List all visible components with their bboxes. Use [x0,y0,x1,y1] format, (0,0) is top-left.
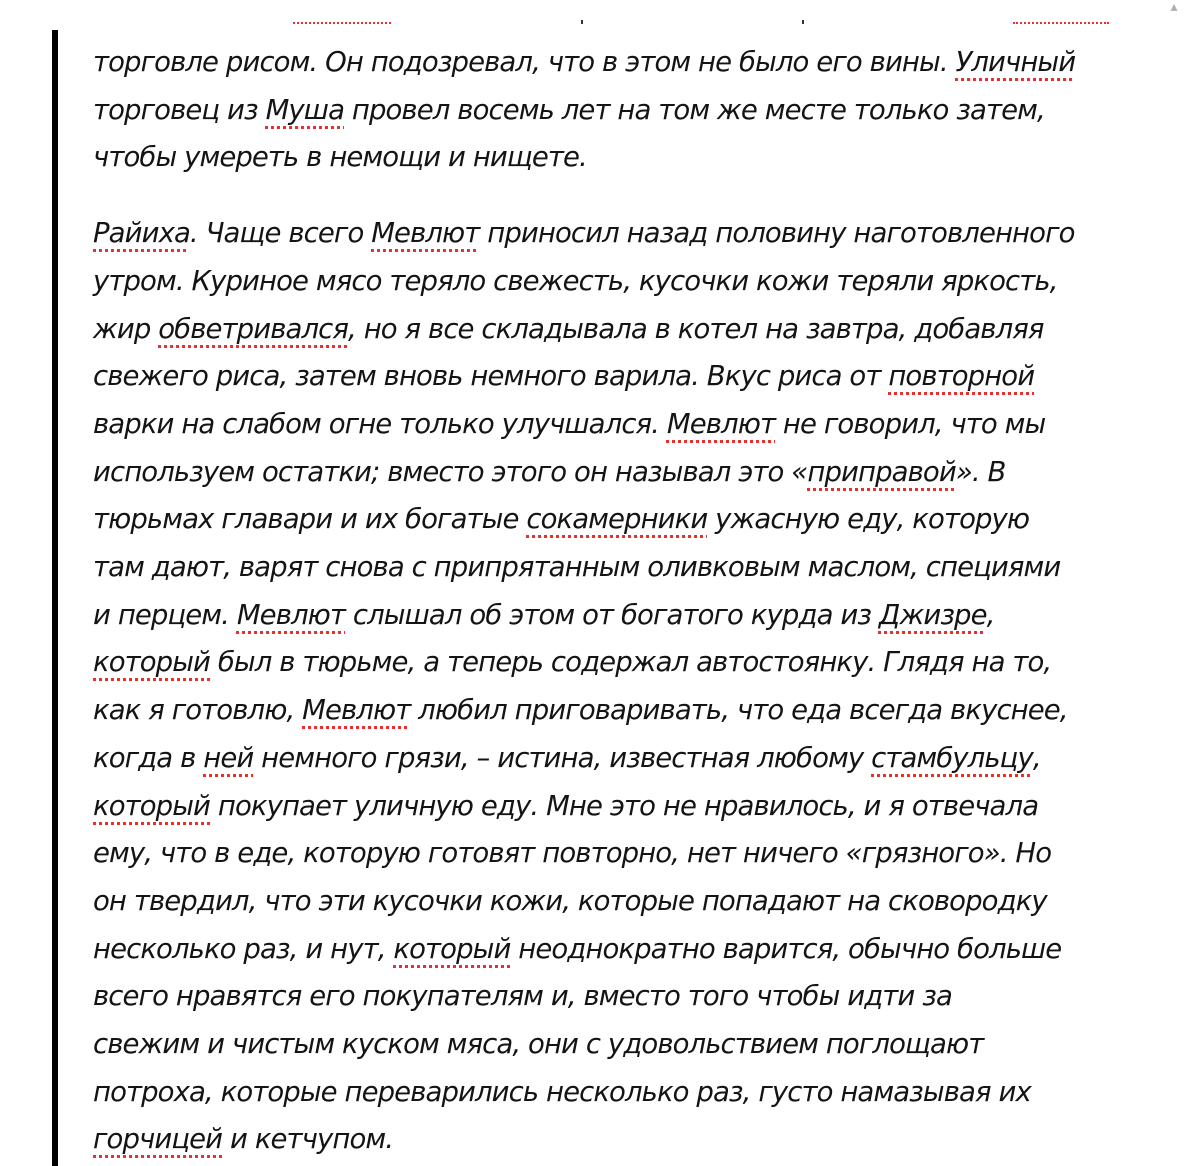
misspelled-word[interactable]: повторной [888,360,1035,393]
scroll-up-icon[interactable]: ▴ [1170,0,1178,15]
text-line: тюрьмах главари и их богатые сокамерники ужасную еду, которую [93,503,1030,536]
misspelled-word[interactable]: сокамерники [526,503,708,536]
misspelled-word[interactable]: который [93,789,211,822]
text-line: Райиха. Чаще всего Мевлют приносил назад половину наготовленного [93,217,1075,250]
misspelled-word[interactable]: приправой [807,455,956,488]
blockquote-bar [52,30,58,1166]
text-line: используем остатки; вместо этого он называл это «приправой». В [93,455,1006,488]
text-line: там дают, варят снова с припрятанным оливковым маслом, специями [93,551,1061,584]
misspelled-word[interactable]: стамбульцу [871,741,1033,774]
text-line: который был в тюрьме, а теперь содержал автостоянку. Глядя на то, [93,646,1052,679]
text-line: потроха, которые переварились несколько раз, густо намазывая их [93,1075,1031,1108]
misspelled-word[interactable]: Мевлют [666,407,776,440]
text-line: торговец из Муша провел восемь лет на том же месте только затем, [93,93,1045,126]
misspelled-word[interactable]: который [93,646,211,679]
misspelled-word[interactable]: Муша [265,93,345,126]
misspelled-word[interactable]: горчицей [93,1123,223,1156]
text-line: свежего риса, затем вновь немного варила. Вкус риса от повторной [93,360,1035,393]
text-line: как я готовлю, Мевлют любил приговаривать, что еда всегда вкуснее, [93,694,1068,727]
text-line: свежим и чистым куском мяса, они с удовольствием поглощают [93,1028,984,1061]
misspelled-word[interactable]: Мевлют [371,217,480,250]
text-line: горчицей и кетчупом. [93,1123,394,1156]
misspelled-word[interactable]: Мевлют [236,598,346,631]
text-line: жир обветривался, но я все складывала в котел на завтра, добавляя [93,312,1044,345]
text-line: он твердил, что эти кусочки кожи, которые попадают на сковородку [93,884,1047,917]
article-text [93,39,1153,1164]
text-line: варки на слабом огне только улучшался. Мевлют не говорил, что мы [93,407,1046,440]
spellcheck-underline [293,22,391,24]
misspelled-word[interactable]: Уличный [955,46,1076,78]
text-line: несколько раз, и нут, который неоднократно варится, обычно больше [93,932,1062,965]
text-line: торговле рисом. Он подозревал, что в этом не было его вины. Уличный [93,46,1076,78]
misspelled-word[interactable]: Джизре [878,598,987,631]
cut-off-glyph [581,20,583,24]
misspelled-word[interactable]: Мевлют [302,694,411,727]
misspelled-word[interactable]: обветривался [158,312,349,345]
spellcheck-underline [1013,22,1109,24]
text-line: когда в ней немного грязи, – истина, известная любому стамбульцу, [93,741,1041,774]
misspelled-word[interactable]: который [393,932,511,965]
misspelled-word[interactable]: ней [203,741,254,774]
text-line: который покупает уличную еду. Мне это не нравилось, и я отвечала [93,789,1039,822]
text-line: чтобы умереть в немощи и нищете. [93,141,587,174]
paragraph [93,210,1153,1164]
text-line: и перцем. Мевлют слышал об этом от богатого курда из Джизре, [93,598,995,631]
text-line: всего нравятся его покупателям и, вместо того чтобы идти за [93,980,952,1013]
cut-off-glyph [802,20,804,24]
text-line: ему, что в еде, которую готовят повторно, нет ничего «грязного». Но [93,837,1052,870]
misspelled-word[interactable]: Райиха [93,217,190,250]
text-line: утром. Куриное мясо теряло свежесть, кусочки кожи теряли яркость, [93,264,1058,297]
paragraph [93,39,1153,182]
